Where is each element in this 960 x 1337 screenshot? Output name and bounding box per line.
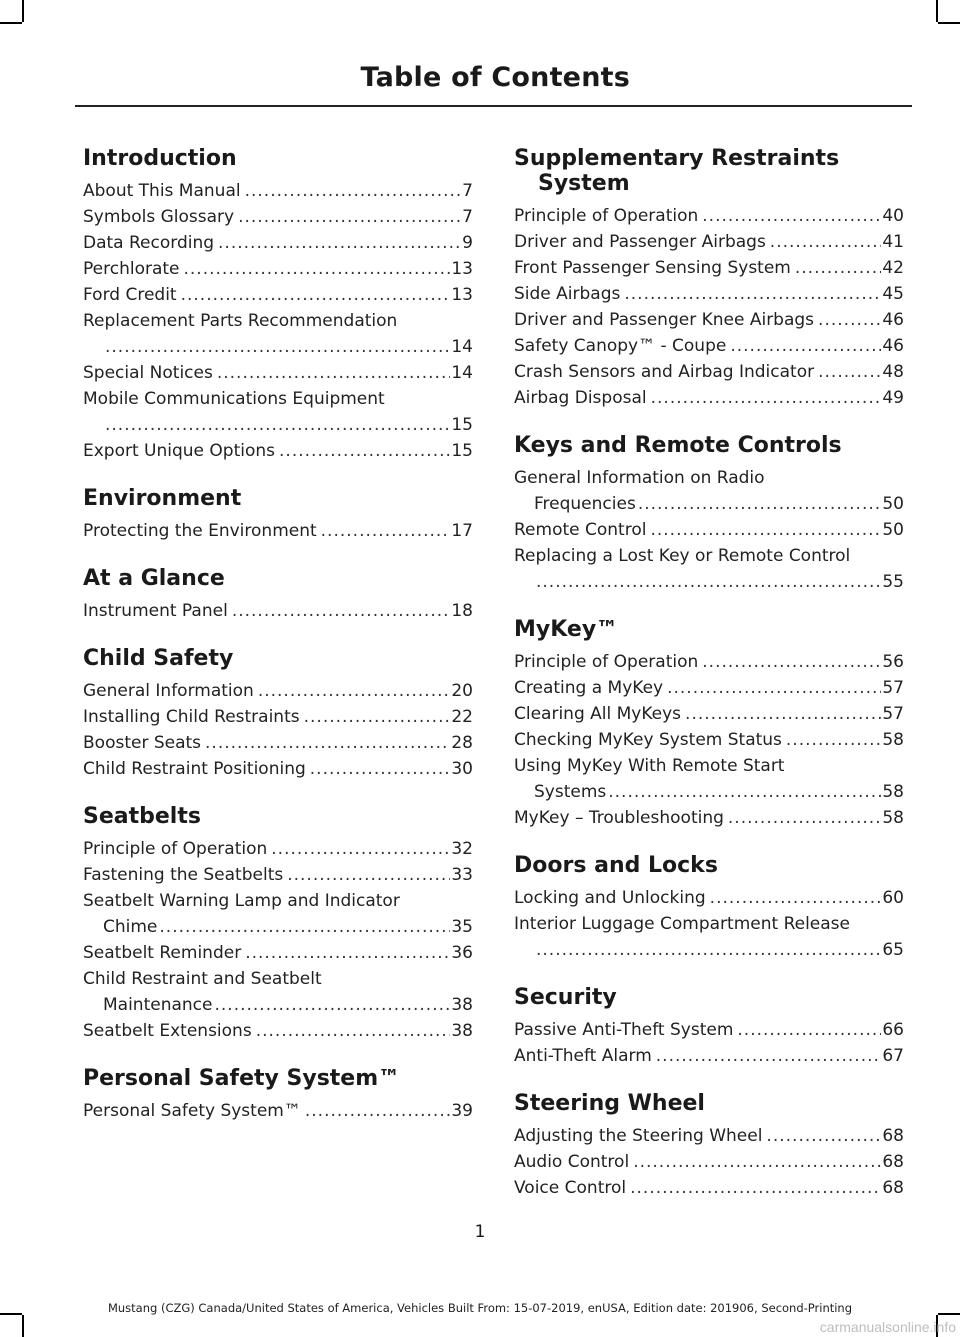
toc-entry-line — [514, 203, 904, 229]
toc-entry-page: 28 — [451, 733, 473, 753]
toc-entry-line — [83, 360, 473, 386]
toc-entry-line — [83, 862, 473, 888]
toc-section — [514, 617, 904, 831]
toc-entry-link[interactable] — [83, 888, 473, 940]
dot-leader — [770, 229, 882, 255]
toc-entry-page: 58 — [882, 782, 904, 802]
toc-entry-line — [83, 282, 473, 308]
dot-leader — [766, 1123, 881, 1149]
dot-leader — [730, 333, 881, 359]
dot-leader — [310, 756, 451, 782]
toc-entry-link[interactable] — [514, 229, 904, 255]
crop-mark — [0, 22, 22, 24]
dot-leader — [105, 412, 450, 438]
toc-entry-title: Perchlorate — [83, 259, 180, 279]
section-heading: Child Safety — [83, 646, 234, 671]
toc-entry-link[interactable] — [514, 727, 904, 753]
dot-leader — [638, 491, 882, 517]
toc-entry-page: 7 — [462, 207, 473, 227]
toc-entry-page: 60 — [882, 888, 904, 908]
watermark: carmanualsonline.info — [819, 1319, 956, 1335]
toc-entry-link[interactable] — [514, 255, 904, 281]
section-heading: At a Glance — [83, 566, 225, 591]
toc-entry-line — [83, 438, 473, 464]
toc-section — [83, 566, 473, 624]
toc-entry-line — [514, 229, 904, 255]
toc-entry-link[interactable] — [514, 675, 904, 701]
toc-entry-title: About This Manual — [83, 181, 241, 201]
toc-entry-page: 9 — [462, 233, 473, 253]
dot-leader — [818, 307, 881, 333]
toc-entry-link[interactable] — [83, 730, 473, 756]
toc-entry-link[interactable] — [83, 862, 473, 888]
toc-entry-line — [514, 701, 904, 727]
toc-entry-continuation — [514, 779, 904, 805]
toc-entry-line — [83, 204, 473, 230]
toc-entry-line — [83, 704, 473, 730]
toc-entry-title: Personal Safety System™ — [83, 1101, 301, 1121]
toc-entry-page: 14 — [451, 363, 473, 383]
toc-entry-line — [83, 230, 473, 256]
toc-entry-line — [514, 517, 904, 543]
toc-entry-link[interactable] — [514, 649, 904, 675]
toc-entry-title: Replacement Parts Recommendation — [83, 311, 398, 331]
section-heading: MyKey™ — [514, 617, 619, 642]
toc-entry-continuation — [83, 334, 473, 360]
toc-entry-link[interactable] — [83, 360, 473, 386]
toc-entry-page: 45 — [882, 284, 904, 304]
dot-leader — [159, 914, 450, 940]
toc-entry-link[interactable] — [514, 805, 904, 831]
dot-leader — [105, 334, 450, 360]
dot-leader — [536, 569, 881, 595]
section-heading: Security — [514, 985, 617, 1010]
section-heading: Seatbelts — [83, 804, 201, 829]
toc-entry-continuation — [514, 937, 904, 963]
toc-entry-page: 38 — [451, 995, 473, 1015]
toc-entry-link[interactable] — [83, 386, 473, 438]
section-heading: Introduction — [83, 146, 237, 171]
dot-leader — [702, 203, 881, 229]
toc-section — [514, 853, 904, 963]
toc-entry-title: Seatbelt Reminder — [83, 943, 242, 963]
toc-entry-title: Principle of Operation — [83, 839, 268, 859]
dot-leader — [217, 360, 451, 386]
toc-entry-title: Child Restraint Positioning — [83, 759, 306, 779]
toc-entry-link[interactable] — [514, 701, 904, 727]
toc-entry-link[interactable] — [514, 1043, 904, 1069]
toc-entry-page: 55 — [882, 572, 904, 592]
toc-section — [83, 146, 473, 464]
toc-entry-line — [514, 727, 904, 753]
dot-leader — [795, 255, 881, 281]
toc-entry-link[interactable] — [83, 256, 473, 282]
toc-entry-title: Principle of Operation — [514, 206, 699, 226]
dot-leader — [245, 940, 450, 966]
toc-entry-title: Export Unique Options — [83, 441, 276, 461]
toc-entry-page: 49 — [882, 388, 904, 408]
dot-leader — [608, 779, 881, 805]
toc-entry-page: 38 — [451, 1021, 473, 1041]
dot-leader — [321, 518, 451, 544]
toc-entry-line — [514, 307, 904, 333]
section-heading: Doors and Locks — [514, 853, 718, 878]
toc-entry-link[interactable] — [83, 966, 473, 1018]
footer-edition-info: Mustang (CZG) Canada/United States of America, Vehicles Built From: 15-07-2019, enUSA, Edition date: 201906, Second-Printing — [107, 1301, 853, 1315]
toc-entry-line — [514, 1043, 904, 1069]
dot-leader — [232, 598, 451, 624]
toc-entry-line — [83, 256, 473, 282]
toc-entry-link[interactable] — [83, 704, 473, 730]
toc-entry-link[interactable] — [514, 517, 904, 543]
toc-section — [83, 1066, 473, 1124]
toc-entry-line — [83, 940, 473, 966]
toc-entry-title: Audio Control — [514, 1152, 630, 1172]
toc-entry-page: 22 — [451, 707, 473, 727]
toc-entry-page: 56 — [882, 652, 904, 672]
toc-entry-line — [83, 678, 473, 704]
toc-entry-title-cont: Frequencies — [534, 494, 636, 514]
toc-entry-link[interactable] — [514, 543, 904, 595]
dot-leader — [238, 204, 461, 230]
toc-entry-line — [83, 598, 473, 624]
toc-entry-page: 30 — [451, 759, 473, 779]
toc-entry-page: 33 — [451, 865, 473, 885]
toc-entry-title: Safety Canopy™ - Coupe — [514, 336, 727, 356]
toc-entry-link[interactable] — [83, 678, 473, 704]
toc-entry-page: 58 — [882, 808, 904, 828]
toc-entry-link[interactable] — [514, 911, 904, 963]
toc-entry-title: Driver and Passenger Airbags — [514, 232, 766, 252]
toc-entry-line — [514, 1123, 904, 1149]
toc-entry-title: Installing Child Restraints — [83, 707, 300, 727]
toc-entry-page: 20 — [451, 681, 473, 701]
toc-entry-page: 50 — [882, 494, 904, 514]
toc-entry-line — [83, 178, 473, 204]
dot-leader — [702, 649, 881, 675]
toc-entry-link[interactable] — [514, 333, 904, 359]
dot-leader — [258, 678, 451, 704]
toc-entry-title: Adjusting the Steering Wheel — [514, 1126, 763, 1146]
toc-entry-link[interactable] — [514, 203, 904, 229]
toc-entry-line — [514, 675, 904, 701]
toc-entry-link[interactable] — [514, 307, 904, 333]
dot-leader — [304, 704, 451, 730]
toc-entry-title: Using MyKey With Remote Start — [514, 756, 785, 776]
toc-entry-link[interactable] — [83, 1098, 473, 1124]
toc-entry-continuation — [514, 491, 904, 517]
toc-entry-title: Booster Seats — [83, 733, 202, 753]
section-heading: Supplementary Restraints System — [514, 146, 840, 196]
toc-entry-title-cont: Maintenance — [103, 995, 213, 1015]
page-number: 1 — [474, 1222, 486, 1242]
toc-entry-link[interactable] — [83, 438, 473, 464]
dot-leader — [737, 1017, 881, 1043]
toc-entry-title: Locking and Unlocking — [514, 888, 706, 908]
toc-entry-title: Fastening the Seatbelts — [83, 865, 284, 885]
toc-entry-title: Driver and Passenger Knee Airbags — [514, 310, 815, 330]
dot-leader — [287, 862, 450, 888]
toc-section — [83, 804, 473, 1044]
toc-entry-line — [514, 1175, 904, 1201]
toc-entry-link[interactable] — [514, 753, 904, 805]
toc-entry-title: Protecting the Environment — [83, 521, 317, 541]
toc-entry-link[interactable] — [83, 940, 473, 966]
toc-entry-page: 42 — [882, 258, 904, 278]
toc-entry-title-cont: Systems — [534, 782, 607, 802]
toc-entry-link[interactable] — [83, 598, 473, 624]
toc-entry-page: 35 — [451, 917, 473, 937]
crop-mark — [936, 0, 938, 22]
toc-entry-page: 68 — [882, 1126, 904, 1146]
toc-entry-page: 58 — [882, 730, 904, 750]
dot-leader — [214, 992, 450, 1018]
dot-leader — [667, 675, 881, 701]
dot-leader — [685, 701, 881, 727]
toc-entry-title: Seatbelt Extensions — [83, 1021, 252, 1041]
toc-section — [83, 486, 473, 544]
toc-entry-title: Symbols Glossary — [83, 207, 235, 227]
toc-section — [514, 433, 904, 595]
dot-leader — [656, 1043, 882, 1069]
toc-entry-page: 67 — [882, 1046, 904, 1066]
toc-entry-title: Instrument Panel — [83, 601, 228, 621]
toc-entry-page: 41 — [882, 232, 904, 252]
toc-entry-title: Passive Anti-Theft System — [514, 1020, 734, 1040]
dot-leader — [651, 385, 882, 411]
dot-leader — [818, 359, 881, 385]
toc-entry-title: Replacing a Lost Key or Remote Control — [514, 546, 851, 566]
page-title: Table of Contents — [360, 62, 630, 93]
crop-mark — [22, 1315, 24, 1337]
dot-leader — [218, 230, 461, 256]
toc-entry-link[interactable] — [83, 756, 473, 782]
toc-entry-line — [514, 805, 904, 831]
toc-entry-link[interactable] — [514, 1017, 904, 1043]
dot-leader — [305, 1098, 451, 1124]
toc-entry-page: 46 — [882, 310, 904, 330]
toc-entry-line — [514, 649, 904, 675]
toc-entry-line — [514, 1017, 904, 1043]
section-heading: Keys and Remote Controls — [514, 433, 842, 458]
toc-entry-title: Special Notices — [83, 363, 213, 383]
toc-entry-page: 57 — [882, 678, 904, 698]
toc-entry-page: 17 — [451, 521, 473, 541]
section-heading: Personal Safety System™ — [83, 1066, 401, 1091]
toc-entry-link[interactable] — [83, 282, 473, 308]
toc-entry-link[interactable] — [514, 281, 904, 307]
dot-leader — [624, 281, 881, 307]
toc-entry-title: Seatbelt Warning Lamp and Indicator — [83, 891, 400, 911]
toc-right-column — [514, 146, 904, 1223]
toc-entry-page: 65 — [882, 940, 904, 960]
toc-entry-page: 7 — [462, 181, 473, 201]
toc-entry-line — [83, 518, 473, 544]
toc-section — [514, 1091, 904, 1201]
dot-leader — [536, 937, 881, 963]
toc-entry-link[interactable] — [83, 836, 473, 862]
toc-entry-page: 36 — [451, 943, 473, 963]
toc-entry-line — [83, 730, 473, 756]
toc-entry-line — [514, 885, 904, 911]
dot-leader — [181, 282, 451, 308]
toc-entry-link[interactable] — [514, 1149, 904, 1175]
toc-entry-link[interactable] — [83, 1018, 473, 1044]
toc-entry-title: Voice Control — [514, 1178, 627, 1198]
toc-entry-page: 68 — [882, 1152, 904, 1172]
toc-entry-link[interactable] — [514, 1175, 904, 1201]
toc-entry-link[interactable] — [514, 359, 904, 385]
toc-entry-title: Side Airbags — [514, 284, 621, 304]
dot-leader — [271, 836, 450, 862]
toc-entry-line — [514, 1149, 904, 1175]
toc-entry-title: Child Restraint and Seatbelt — [83, 969, 322, 989]
toc-entry-line — [83, 1098, 473, 1124]
toc-entry-title: Anti-Theft Alarm — [514, 1046, 652, 1066]
toc-entry-page: 48 — [882, 362, 904, 382]
toc-entry-title: Principle of Operation — [514, 652, 699, 672]
toc-entry-page: 18 — [451, 601, 473, 621]
dot-leader — [786, 727, 881, 753]
toc-entry-line — [514, 281, 904, 307]
toc-entry-link[interactable] — [514, 385, 904, 411]
toc-entry-title: Ford Credit — [83, 285, 177, 305]
toc-entry-link[interactable] — [514, 465, 904, 517]
toc-entry-line — [514, 385, 904, 411]
crop-mark — [22, 0, 24, 22]
toc-entry-link[interactable] — [83, 178, 473, 204]
section-heading: Steering Wheel — [514, 1091, 705, 1116]
toc-entry-line — [83, 836, 473, 862]
toc-entry-line — [83, 1018, 473, 1044]
toc-entry-line — [514, 359, 904, 385]
toc-entry-title: Remote Control — [514, 520, 647, 540]
dot-leader — [256, 1018, 451, 1044]
header-divider — [75, 105, 912, 107]
toc-entry-continuation — [83, 914, 473, 940]
toc-entry-title-cont: Chime — [103, 917, 158, 937]
toc-entry-page: 40 — [882, 206, 904, 226]
toc-entry-page: 57 — [882, 704, 904, 724]
toc-entry-title: Data Recording — [83, 233, 215, 253]
toc-entry-line — [514, 255, 904, 281]
toc-entry-page: 15 — [451, 415, 473, 435]
dot-leader — [710, 885, 882, 911]
dot-leader — [184, 256, 451, 282]
toc-section — [514, 985, 904, 1069]
dot-leader — [728, 805, 881, 831]
toc-entry-title: Interior Luggage Compartment Release — [514, 914, 850, 934]
toc-entry-page: 13 — [451, 285, 473, 305]
toc-entry-title: Checking MyKey System Status — [514, 730, 782, 750]
crop-mark — [938, 22, 960, 24]
toc-entry-title: Creating a MyKey — [514, 678, 664, 698]
toc-entry-page: 39 — [451, 1101, 473, 1121]
toc-entry-title: General Information on Radio — [514, 468, 765, 488]
section-heading: Environment — [83, 486, 242, 511]
toc-entry-link[interactable] — [83, 204, 473, 230]
dot-leader — [630, 1175, 881, 1201]
toc-entry-title: Front Passenger Sensing System — [514, 258, 791, 278]
toc-entry-link[interactable] — [514, 1123, 904, 1149]
toc-entry-page: 15 — [451, 441, 473, 461]
toc-entry-continuation — [83, 412, 473, 438]
dot-leader — [650, 517, 881, 543]
toc-entry-link[interactable] — [83, 230, 473, 256]
dot-leader — [279, 438, 450, 464]
toc-section — [83, 646, 473, 782]
toc-entry-title: Airbag Disposal — [514, 388, 647, 408]
toc-entry-title: Clearing All MyKeys — [514, 704, 682, 724]
toc-entry-title: Mobile Communications Equipment — [83, 389, 385, 409]
toc-entry-page: 66 — [882, 1020, 904, 1040]
toc-section — [514, 146, 904, 411]
toc-left-column — [83, 146, 473, 1146]
toc-entry-page: 14 — [451, 337, 473, 357]
dot-leader — [245, 178, 462, 204]
toc-entry-title: General Information — [83, 681, 254, 701]
toc-entry-page: 50 — [882, 520, 904, 540]
toc-entry-link[interactable] — [514, 885, 904, 911]
toc-entry-line — [83, 756, 473, 782]
toc-entry-page: 68 — [882, 1178, 904, 1198]
toc-entry-continuation — [514, 569, 904, 595]
toc-entry-title: Crash Sensors and Airbag Indicator — [514, 362, 815, 382]
dot-leader — [633, 1149, 881, 1175]
toc-entry-page: 46 — [882, 336, 904, 356]
toc-entry-link[interactable] — [83, 308, 473, 360]
toc-entry-title: MyKey – Troubleshooting — [514, 808, 724, 828]
toc-entry-line — [514, 333, 904, 359]
dot-leader — [205, 730, 450, 756]
toc-entry-link[interactable] — [83, 518, 473, 544]
toc-entry-page: 32 — [451, 839, 473, 859]
toc-entry-page: 13 — [451, 259, 473, 279]
toc-entry-continuation — [83, 992, 473, 1018]
